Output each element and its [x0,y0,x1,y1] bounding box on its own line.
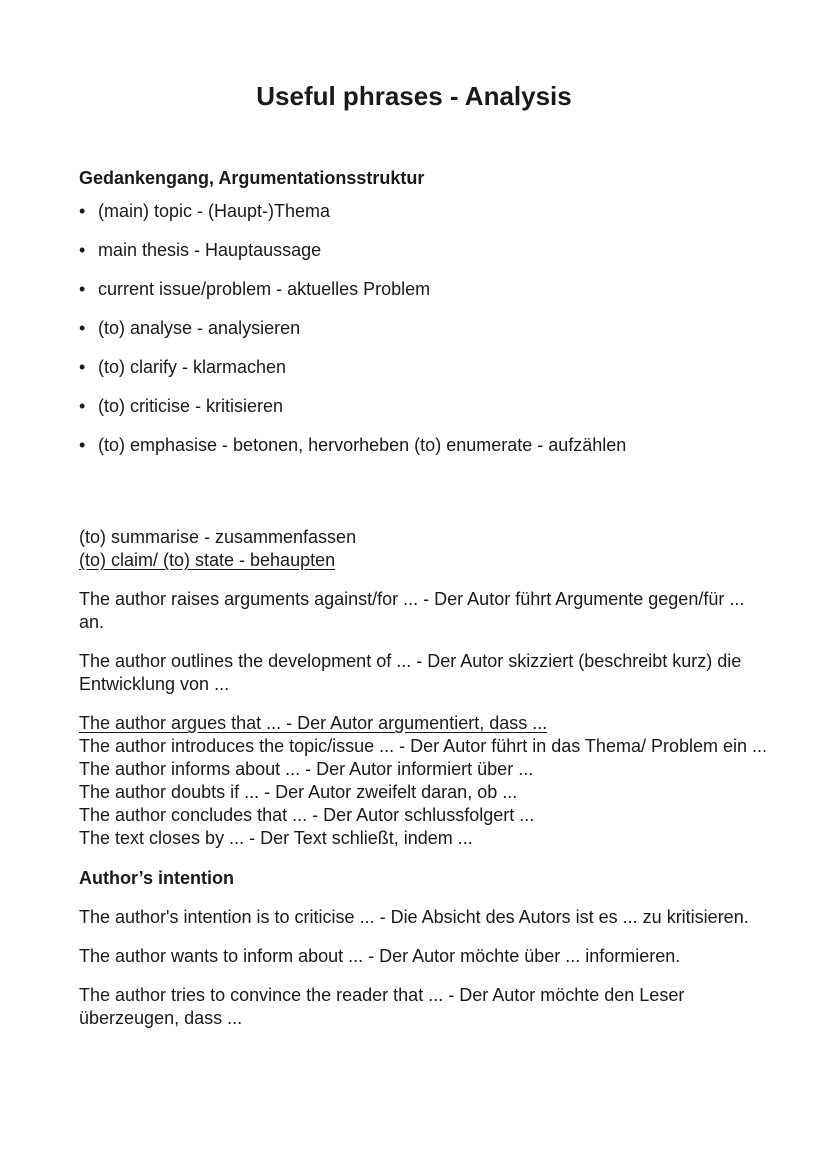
phrase-closes: The text closes by ... - Der Text schließt, indem ... [79,828,473,848]
phrase-intention-criticise: The author's intention is to criticise ... - Die Absicht des Autors ist es ... zu kritisieren. [79,907,749,927]
phrase-bullet-list [79,200,769,473]
phrase-outlines: The author outlines the development of ... - Der Autor skizziert (beschreibt kurz) die Entwicklung von ... [79,651,742,694]
bullet-icon: • [79,279,86,299]
phrase-claim: (to) claim/ (to) state - behaupten [79,550,336,570]
bullet-icon: • [79,201,86,221]
spacer [79,968,769,984]
list-item: • (to) clarify - klarmachen [79,357,287,377]
phrase-doubts: The author doubts if ... - Der Autor zweifelt daran, ob ... [79,782,518,802]
bullet-icon: • [79,396,86,416]
spacer [79,929,769,945]
page-title: Useful phrases - Analysis [256,81,572,111]
bullet-icon: • [79,318,86,338]
bullet-icon: • [79,435,86,455]
phrase-argues: The author argues that ... - Der Autor argumentiert, dass ... [79,713,548,733]
list-item: • (to) analyse - analysieren [79,318,301,338]
bullet-icon: • [79,357,86,377]
list-item: • (to) criticise - kritisieren [79,396,284,416]
phrase-intention-inform: The author wants to inform about ... - Der Autor möchte über ... informieren. [79,946,681,966]
spacer [79,473,769,526]
spacer [79,850,769,866]
phrase-concludes: The author concludes that ... - Der Autor schlussfolgert ... [79,805,535,825]
list-item: • (to) emphasise - betonen, hervorheben (to) enumerate - aufzählen [79,435,627,455]
spacer [79,890,769,906]
spacer [79,696,769,712]
section-heading-argumentation: Gedankengang, Argumentationsstruktur [79,168,425,188]
phrase-introduces: The author introduces the topic/issue ... - Der Autor führt in das Thema/ Problem ein ... The author informs about ... - Der Autor informiert über ... [79,736,768,779]
spacer [79,572,769,588]
phrase-intention-convince: The author tries to convince the reader that ... - Der Autor möchte den Leser überzeugen, dass ... [79,985,685,1028]
list-item: • (main) topic - (Haupt-)Thema [79,201,331,221]
phrase-raises-arguments: The author raises arguments against/for ... - Der Autor führt Argumente gegen/für ... an. [79,589,745,632]
list-item: • current issue/problem - aktuelles Problem [79,279,431,299]
bullet-icon: • [79,240,86,260]
spacer [79,634,769,650]
section-heading-intention: Author’s intention [79,868,234,888]
document-body [79,166,769,1030]
phrase-summarise: (to) summarise - zusammenfassen [79,527,357,547]
list-item: • main thesis - Hauptaussage [79,240,322,260]
